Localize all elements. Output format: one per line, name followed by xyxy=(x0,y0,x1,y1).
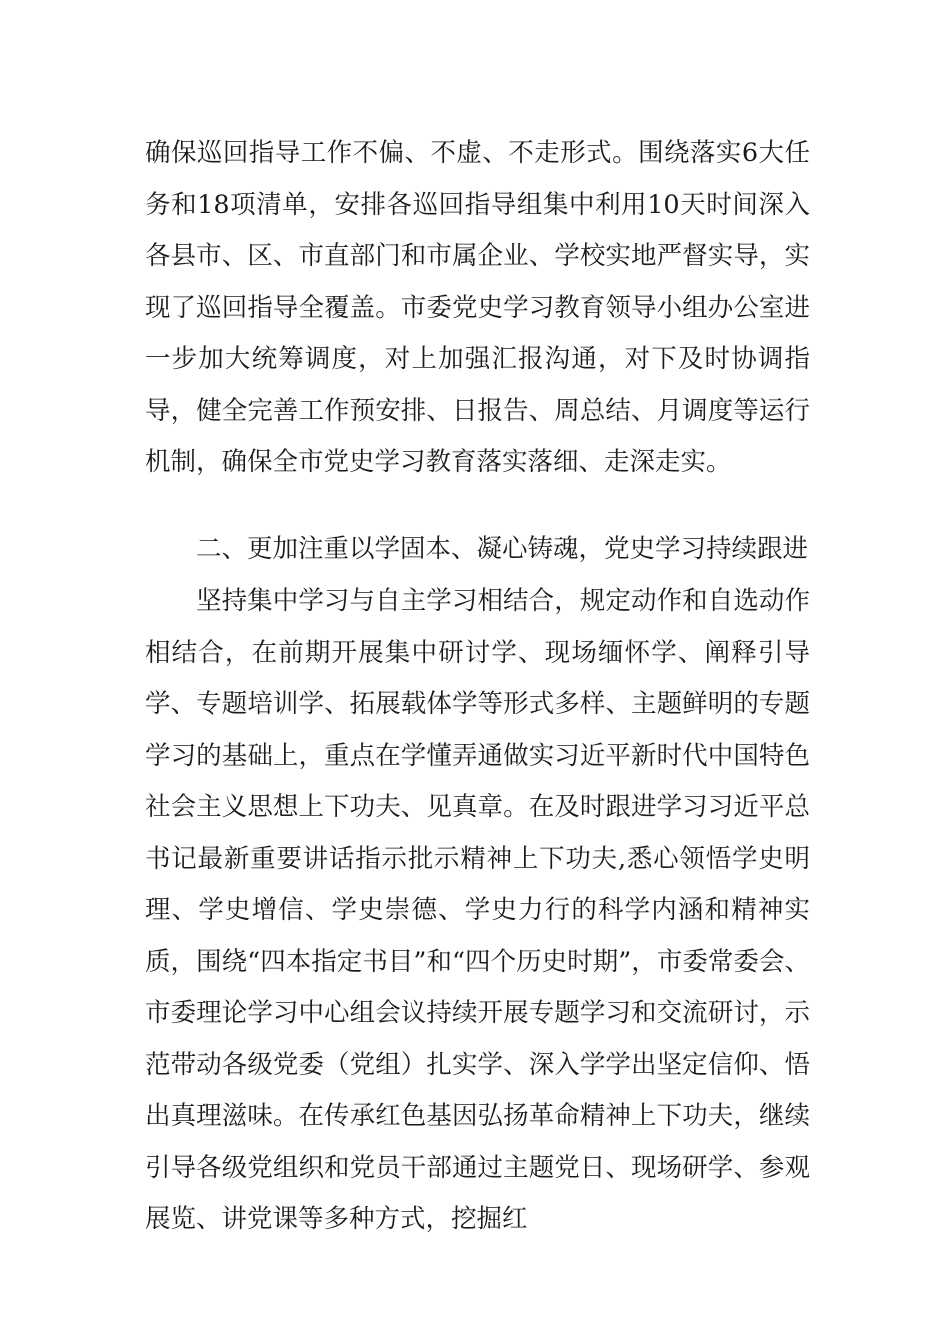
paragraph-body xyxy=(145,576,810,1246)
section-heading-text: 二、更加注重以学固本、凝心铸魂，党史学习持续跟进 xyxy=(196,534,809,564)
paragraph-continued xyxy=(145,128,810,489)
section-heading xyxy=(145,524,810,576)
paragraph-body-text: 坚持集中学习与自主学习相结合，规定动作和自选动作相结合，在前期开展集中研讨学、现场缅怀学、阐释引导学、专题培训学、拓展载体学等形式多样、主题鲜明的专题学习的基础上，重点在学懂弄通做实习近平新时代中国特色社会主义思想上下功夫、见真章。在及时跟进学习习近平总书记最新重要讲话指示批示精神上下功夫,悉心领悟学史明理、学史增信、学史崇德、学史力行的科学内涵和精神实质，围绕“四本指定书目”和“四个历史时期”，市委常委会、市委理论学习中心组会议持续开展专题学习和交流研讨，示范带动各级党委（党组）扎实学、深入学学出坚定信仰、悟出真理滋味。在传承红色基因弘扬革命精神上下功夫，继续引导各级党组织和党员干部通过主题党日、现场研学、参观展览、讲党课等多种方式，挖掘红 xyxy=(145,586,810,1234)
paragraph-continued-text: 确保巡回指导工作不偏、不虚、不走形式。围绕落实6大任务和18项清单，安排各巡回指导组集中利用10天时间深入各县市、区、市直部门和市属企业、学校实地严督实导，实现了巡回指导全覆盖。市委党史学习教育领导小组办公室进一步加大统筹调度，对上加强汇报沟通，对下及时协调指导，健全完善工作预安排、日报告、周总结、月调度等运行机制，确保全市党史学习教育落实落细、走深走实。 xyxy=(145,138,810,477)
